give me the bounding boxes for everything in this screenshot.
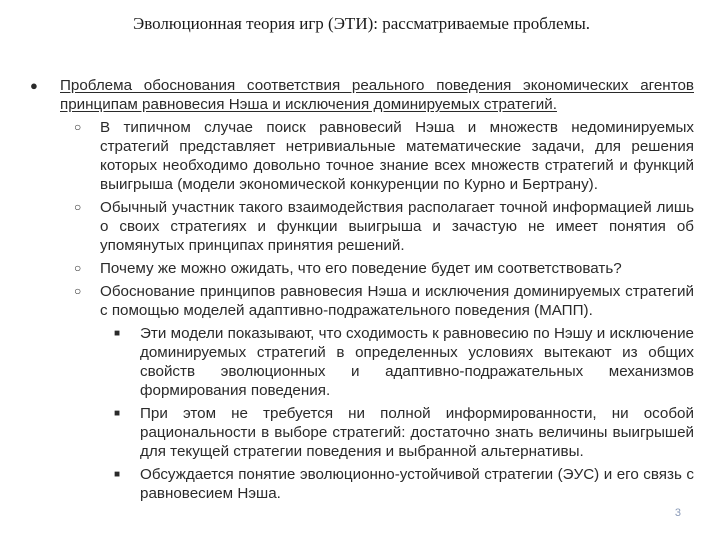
hollow-circle-bullet-icon: ○	[74, 120, 82, 134]
filled-circle-bullet-icon: ●	[30, 78, 38, 93]
subitem-text: Обычный участник такого взаимодействия располагает точной информацией лишь о своих стратегиях и функции выигрыша и зачастую не имеет понятия об упомянутых принципах принятия решений.	[100, 199, 694, 254]
hollow-circle-bullet-icon: ○	[74, 261, 82, 275]
subitem-2	[30, 198, 694, 255]
square-bullet-icon: ■	[114, 408, 121, 419]
hollow-circle-bullet-icon: ○	[74, 200, 82, 214]
detail-1	[30, 324, 694, 400]
subitem-text: В типичном случае поиск равновесий Нэша и множеств недоминируемых стратегий представляет нетривиальные математические задачи, для решения которых необходимо довольно точное знание всех множеств стратегий и функций выигрыша (модели экономической конкуренции по Курно и Бертрану).	[100, 119, 694, 193]
square-bullet-icon: ■	[114, 469, 121, 480]
detail-text: Эти модели показывают, что сходимость к равновесию по Нэшу и исключение доминируемых стратегий в определенных условиях вытекают из общих свойств эволюционных и адаптивно-подражательных механизмов формирования поведения.	[140, 325, 694, 399]
subitem-3	[30, 259, 694, 278]
subitem-text: Почему же можно ожидать, что его поведение будет им соответствовать?	[100, 260, 622, 277]
subitem-1	[30, 118, 694, 194]
slide-title: Эволюционная теория игр (ЭТИ): рассматриваемые проблемы.	[132, 14, 590, 33]
detail-text: При этом не требуется ни полной информированности, ни особой рациональности в выборе стратегий: достаточно знать величины выигрышей для текущей стратегии поведения и выбранной альтернативы.	[140, 405, 694, 460]
hollow-circle-bullet-icon: ○	[74, 284, 82, 298]
square-bullet-icon: ■	[114, 328, 121, 339]
detail-3	[30, 465, 694, 503]
detail-text: Обсуждается понятие эволюционно-устойчивой стратегии (ЭУС) и его связь с равновесием Нэша.	[140, 466, 694, 502]
slide-content	[30, 76, 694, 507]
bullet-main	[30, 76, 694, 114]
page-number: 3	[674, 507, 681, 519]
subitem-4	[30, 282, 694, 320]
main-problem-text: Проблема обоснования соответствия реального поведения экономических агентов принципам равновесия Нэша и исключения доминируемых стратегий.	[60, 77, 694, 113]
subitem-text: Обоснование принципов равновесия Нэша и исключения доминируемых стратегий с помощью моделей адаптивно-подражательного поведения (МАПП).	[100, 283, 694, 319]
detail-2	[30, 404, 694, 461]
